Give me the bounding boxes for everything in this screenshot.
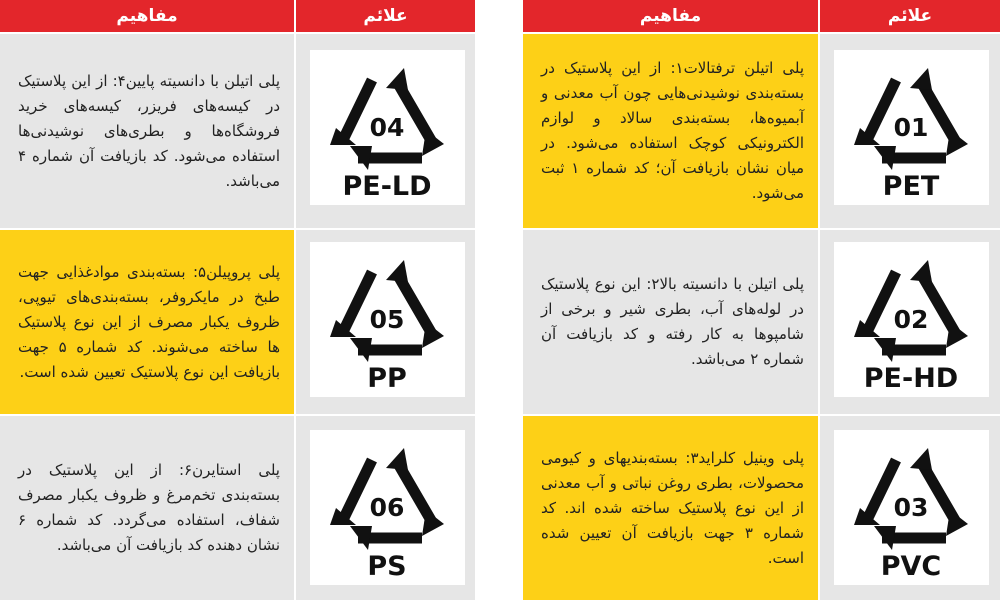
recycle-code-06 — [310, 430, 465, 585]
symbol-cell — [820, 32, 1000, 228]
code-number: 06 — [369, 493, 405, 522]
description-text: پلی اتیلن با دانسیته بالا۲: این نوع پلاستیک در لوله‌های آب، بطری شیر و برخی از شامپوها به کار رفته و کد بازیافت آن شماره ۲ می‌باشد. — [541, 275, 804, 368]
recycle-code-05 — [310, 242, 465, 397]
description-text: پلی وینیل کلراید۳: بسته‌بندیهای و کیومی محصولات، بطری روغن نباتی و آب معدنی از این نوع پلاستیک ساخته شده اند. کد شماره ۳ جهت بازیافت آن تعیین شده است. — [541, 448, 805, 567]
desc-cell — [0, 228, 294, 414]
recycle-code-02 — [834, 242, 989, 397]
code-label: PVC — [880, 551, 942, 582]
code-number: 03 — [893, 493, 929, 522]
recycle-triangle-icon — [310, 430, 465, 585]
recycle-triangle-icon — [834, 50, 989, 205]
description-text: پلی اتیلن با دانسیته پایین۴: از این پلاستیک در کیسه‌های فریزر، کیسه‌های خرید فروشگاه‌ها و بطری‌های نوشیدنی‌ها استفاده می‌شود. کد بازیافت آن شماره ۴ می‌باشد. — [18, 71, 281, 190]
recycle-triangle-icon — [310, 50, 465, 205]
symbol-cell — [820, 414, 1000, 600]
code-number: 01 — [893, 113, 929, 142]
recycle-code-01 — [834, 50, 989, 205]
code-label: PET — [882, 171, 940, 202]
symbol-cell — [296, 228, 475, 414]
symbol-cell — [296, 32, 475, 228]
description-text: پلی پروپیلن۵: بسته‌بندی موادغذایی جهت طبخ در مایکروفر، بسته‌بندی‌های تیوپی، ظروف یکبار مصرف از این نوع پلاستیک ها ساخته می‌شوند. کد شماره ۵ جهت بازیافت این نوع پلاستیک تعیین شده است. — [18, 262, 280, 381]
symbols-header: علائم — [296, 0, 475, 32]
recycle-triangle-icon — [834, 242, 989, 397]
code-label: PP — [367, 363, 407, 394]
code-number: 02 — [893, 305, 929, 334]
recycle-code-03 — [834, 430, 989, 585]
concepts-header: مفاهیم — [523, 0, 818, 32]
desc-cell — [0, 32, 294, 228]
desc-cell — [0, 414, 294, 600]
description-text: پلی استایرن۶: از این پلاستیک در بسته‌بندی تخم‌مرغ و ظروف یکبار مصرف شفاف، استفاده می‌گردد. کد شماره ۶ نشان دهنده کد بازیافت آن می‌باشد. — [18, 461, 280, 554]
recycle-triangle-icon — [834, 430, 989, 585]
symbol-cell — [820, 228, 1000, 414]
code-number: 04 — [369, 113, 405, 142]
desc-cell — [523, 32, 818, 228]
code-number: 05 — [369, 305, 405, 334]
desc-cell — [523, 228, 818, 414]
concepts-header: مفاهیم — [0, 0, 294, 32]
code-label: PS — [367, 551, 407, 582]
recycle-triangle-icon — [310, 242, 465, 397]
description-text: پلی اتیلن ترفتالات۱: از این پلاستیک در بسته‌بندی نوشیدنی‌هایی چون آب معدنی و آبمیوه‌ها، بسته‌بندی سالاد و لوازم الکترونیکی کوچک استفاده می‌شود. در میان نشان بازیافت آن؛ کد شماره ۱ ثبت می‌شود. — [541, 59, 804, 202]
symbol-cell — [296, 414, 475, 600]
desc-cell — [523, 414, 818, 600]
code-label: PE-LD — [342, 171, 432, 202]
code-label: PE-HD — [863, 363, 959, 394]
recycle-code-04 — [310, 50, 465, 205]
symbols-header: علائم — [820, 0, 1000, 32]
